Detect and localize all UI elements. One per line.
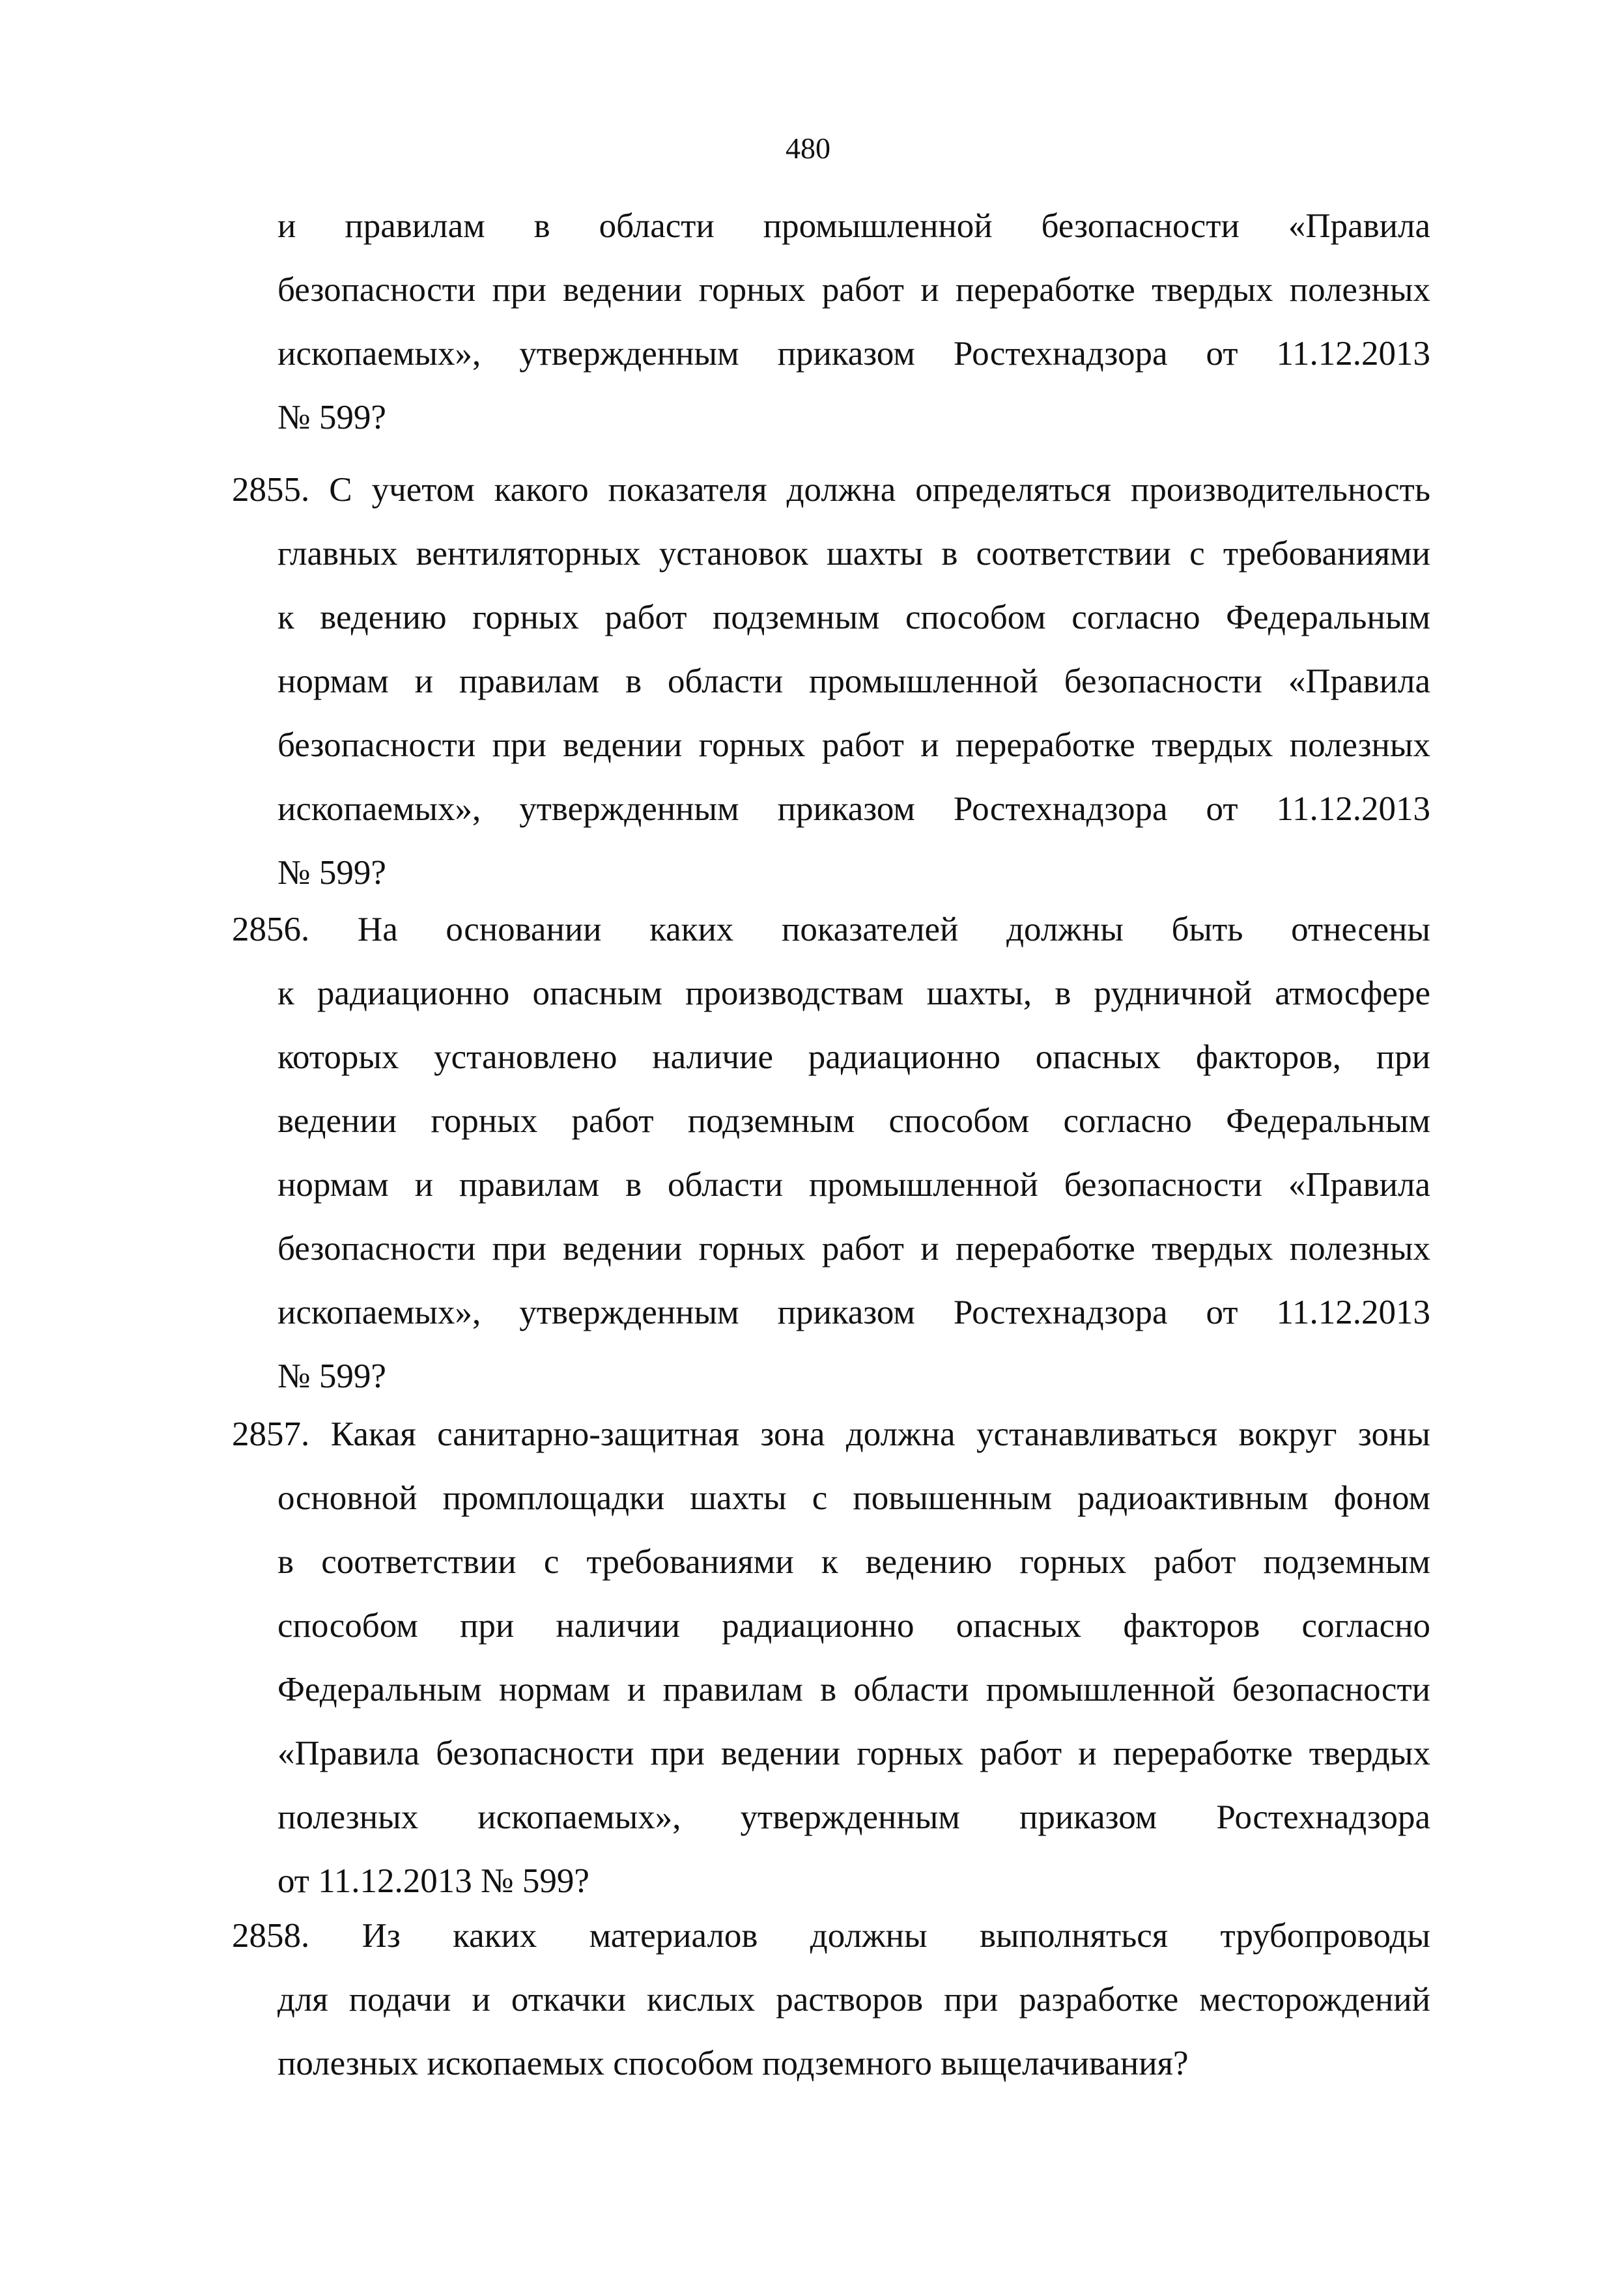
text-line: безопасности при ведении горных работ и переработке твердых полезных [277, 726, 1430, 764]
text-line: к радиационно опасным производствам шахты, в рудничной атмосфере [277, 974, 1430, 1012]
text-line: для подачи и откачки кислых растворов при разработке месторождений [277, 1981, 1430, 2019]
text-line: от 11.12.2013 № 599? [277, 1862, 589, 1900]
text-line: нормам и правилам в области промышленной безопасности «Правила [277, 662, 1430, 700]
text-line: к ведению горных работ подземным способом согласно Федеральным [277, 599, 1430, 636]
text-line: безопасности при ведении горных работ и переработке твердых полезных [277, 1230, 1430, 1268]
text-line: 2855. С учетом какого показателя должна определяться производительность [232, 471, 1430, 509]
page-number: 480 [786, 132, 830, 165]
text-line: которых установлено наличие радиационно опасных факторов, при [277, 1038, 1430, 1076]
text-line: № 599? [277, 1357, 386, 1395]
text-line: «Правила безопасности при ведении горных работ и переработке твердых [277, 1735, 1430, 1772]
text-line: ископаемых», утвержденным приказом Ростехнадзора от 11.12.2013 [277, 1294, 1430, 1331]
text-line: безопасности при ведении горных работ и переработке твердых полезных [277, 271, 1430, 309]
text-line: нормам и правилам в области промышленной безопасности «Правила [277, 1166, 1430, 1204]
text-line: способом при наличии радиационно опасных факторов согласно [277, 1607, 1430, 1645]
text-line: ископаемых», утвержденным приказом Ростехнадзора от 11.12.2013 [277, 790, 1430, 828]
text-line: полезных ископаемых способом подземного выщелачивания? [277, 2045, 1189, 2082]
text-line: в соответствии с требованиями к ведению горных работ подземным [277, 1543, 1430, 1581]
text-line: № 599? [277, 854, 386, 892]
text-line: 2857. Какая санитарно-защитная зона должна устанавливаться вокруг зоны [232, 1415, 1430, 1453]
text-line: основной промплощадки шахты с повышенным радиоактивным фоном [277, 1479, 1430, 1517]
text-line: и правилам в области промышленной безопасности «Правила [277, 207, 1430, 245]
text-line: 2858. Из каких материалов должны выполняться трубопроводы [232, 1917, 1430, 1955]
text-line: главных вентиляторных установок шахты в соответствии с требованиями [277, 535, 1430, 573]
text-line: Федеральным нормам и правилам в области промышленной безопасности [277, 1671, 1430, 1708]
text-line: 2856. На основании каких показателей должны быть отнесены [232, 911, 1430, 948]
text-line: ведении горных работ подземным способом согласно Федеральным [277, 1102, 1430, 1140]
text-line: № 599? [277, 399, 386, 436]
text-line: полезных ископаемых», утвержденным приказом Ростехнадзора [277, 1798, 1430, 1836]
text-line: ископаемых», утвержденным приказом Ростехнадзора от 11.12.2013 [277, 335, 1430, 373]
